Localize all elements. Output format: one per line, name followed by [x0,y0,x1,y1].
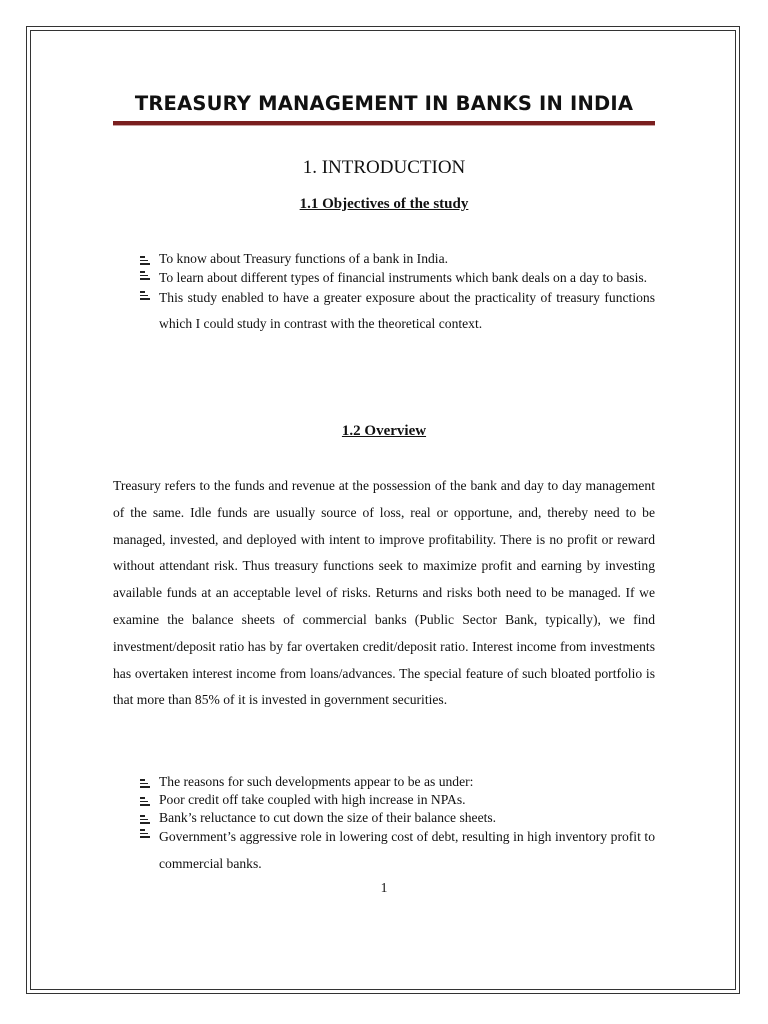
list-bullet-icon [140,256,150,265]
list-item [140,791,655,809]
overview-paragraph: Treasury refers to the funds and revenue at the possession of the bank and day to day management of the same. Idle funds are usually source of loss, real or opportune, and, thereby need to be managed, invested, and deployed with intent to improve profitability. There is no profit or reward without attendant risk. Thus treasury functions seek to maximize profit and earning by investing available funds at an acceptable level of risks. Returns and risks both need to be managed. If we examine the balance sheets of commercial banks (Public Sector Bank, typically), we find investment/deposit ratio has by far overtaken credit/deposit ratio. Interest income from investments has overtaken interest income from loans/advances. The special feature of such bloated portfolio is that more than 85% of it is invested in government securities. [113,478,655,708]
list-item [140,285,655,337]
list-bullet-icon [140,779,150,788]
objective-text: To know about Treasury functions of a bank in India. [159,251,449,266]
subheading-overview: 1.2 Overview [341,423,427,439]
title-underline-shadow [113,125,655,126]
reasons-list [140,773,655,877]
page-number: 1 [380,880,388,895]
subheading-objectives: 1.1 Objectives of the study [299,196,469,212]
reason-text: Government’s aggressive role in lowering cost of debt, resulting in high inventory profit to commercial banks. [159,829,655,871]
list-bullet-icon [140,271,150,280]
objective-text: To learn about different types of financial instruments which bank deals on a day to basis. [159,270,648,285]
reason-text: The reasons for such developments appear to be as under: [159,774,474,789]
list-item [140,823,655,877]
objectives-list [140,250,655,337]
list-bullet-icon [140,797,150,806]
reason-text: Poor credit off take coupled with high increase in NPAs. [159,792,466,807]
document-title: TREASURY MANAGEMENT IN BANKS IN INDIA [134,92,634,115]
section-heading-introduction: 1. INTRODUCTION [302,157,466,178]
list-item [140,773,655,791]
objective-text: This study enabled to have a greater exposure about the practicality of treasury functions which I could study in contrast with the theoretical context. [159,290,655,331]
list-bullet-icon [140,291,150,300]
list-bullet-icon [140,829,150,838]
reason-text: Bank’s reluctance to cut down the size of their balance sheets. [159,810,497,825]
